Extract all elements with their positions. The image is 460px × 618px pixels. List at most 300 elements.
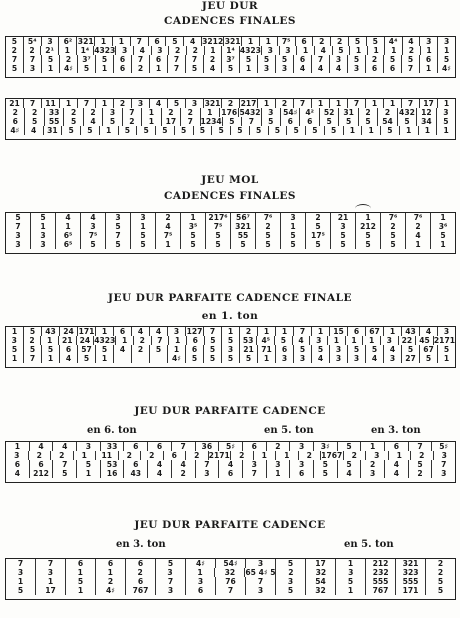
table-cell: 5 xyxy=(443,117,449,126)
table-row xyxy=(6,55,455,64)
table-cell: 3 xyxy=(420,37,438,46)
table-cell: 24 xyxy=(60,327,78,336)
table-cell: 1 xyxy=(116,336,134,345)
table-cell: 2 xyxy=(119,451,142,460)
table-row xyxy=(6,37,455,46)
table-row xyxy=(6,213,455,222)
table-cell: 7⁶ xyxy=(381,213,406,222)
table-cell: 67 xyxy=(420,345,438,354)
table-cell: 3 xyxy=(131,213,156,222)
table-cell xyxy=(150,354,168,363)
table-cell: 5 xyxy=(320,117,339,126)
table-cell: 55 xyxy=(45,117,64,126)
table-cell: 7 xyxy=(168,64,186,73)
table-cell: 4♯ xyxy=(60,64,78,73)
table-cell: 5 xyxy=(181,231,206,240)
table-row xyxy=(6,336,455,345)
table-cell: 3 xyxy=(77,442,101,451)
table-cell: 7 xyxy=(186,55,204,64)
table-cell: 5 xyxy=(333,46,351,55)
table-cell: 5 xyxy=(359,117,378,126)
table-cell: 7 xyxy=(312,55,330,64)
table-cell: 3 xyxy=(36,568,66,577)
table-cell: 3♯ xyxy=(314,442,338,451)
table-cell: 2 xyxy=(172,469,196,478)
table-cell: 3 xyxy=(6,231,31,240)
table-cell: 4 xyxy=(156,222,181,231)
table-cell: 3 xyxy=(243,460,267,469)
table-cell: 5 xyxy=(194,126,213,135)
table-cell: 3 xyxy=(81,222,106,231)
table-cell: 2 xyxy=(204,55,222,64)
table-cell: 1 xyxy=(201,108,220,117)
table-cell: 7 xyxy=(348,99,366,108)
table-cell: 21 xyxy=(240,345,258,354)
table-cell: 5 xyxy=(168,99,186,108)
table-cell: 432 xyxy=(398,108,417,117)
table-cell: 7 xyxy=(196,460,220,469)
table-cell: 1 xyxy=(260,37,278,46)
table-cell: 5 xyxy=(78,354,96,363)
table-cell: 3 xyxy=(116,46,134,55)
table-cell: 3 xyxy=(152,46,170,55)
table-cell: 5 xyxy=(131,231,156,240)
table-cell: 2 xyxy=(406,222,431,231)
table-cell: 1 xyxy=(156,240,181,249)
table-cell: 2 xyxy=(24,46,42,55)
table-cell: 2 xyxy=(29,451,52,460)
table-cell: 3 xyxy=(331,222,356,231)
table-cell: 6 xyxy=(124,442,148,451)
table-cell: 5 xyxy=(366,345,384,354)
table-cell: 7 xyxy=(294,99,312,108)
table-cell: 1 xyxy=(6,442,30,451)
table-cell: 3 xyxy=(31,231,56,240)
table-cell: 3 xyxy=(384,354,402,363)
table-cell: 1 xyxy=(336,559,366,568)
table-cell: 5 xyxy=(186,64,204,73)
table-cell: 2 xyxy=(60,55,78,64)
table-cell: 4 xyxy=(312,354,330,363)
table-cell: 3 xyxy=(330,55,348,64)
table-cell: 6 xyxy=(366,64,384,73)
table-cell: 321 xyxy=(396,559,426,568)
table-cell: 5 xyxy=(212,126,231,135)
table-cell: 2 xyxy=(240,327,258,336)
table-cell: 3 xyxy=(361,469,385,478)
table-cell: 32 xyxy=(215,568,245,577)
table-cell: 1 xyxy=(42,354,60,363)
table-cell: 1 xyxy=(66,568,96,577)
table-cell: 1 xyxy=(444,46,450,55)
table-cell: 5 xyxy=(381,231,406,240)
table-cell: 33 xyxy=(45,108,64,117)
table-cell: 34 xyxy=(417,117,436,126)
table-cell: 1 xyxy=(131,222,156,231)
table-cell: 3 xyxy=(267,460,291,469)
heading-parfaite-cadence: JEU DUR PARFAITE CADENCE xyxy=(134,405,326,417)
table-cell: 5 xyxy=(204,345,222,354)
table-cell: 7⁵ xyxy=(206,222,231,231)
table-cell: 7 xyxy=(24,55,42,64)
table-cell: 1 xyxy=(96,99,114,108)
table-cell: 4♯ xyxy=(96,586,126,595)
table-cell: 2 xyxy=(222,99,240,108)
table-cell: 1 xyxy=(421,46,439,55)
table-cell: 33 xyxy=(101,442,125,451)
table-cell: 4 xyxy=(406,231,431,240)
table-cell: 2 xyxy=(403,46,421,55)
table-cell: 7 xyxy=(172,442,196,451)
table-cell: 2 xyxy=(409,469,433,478)
table-cell: 5 xyxy=(222,336,240,345)
table-cell: 3 xyxy=(168,327,186,336)
table-cell: 2 xyxy=(378,108,397,117)
table-cell: 6 xyxy=(60,345,78,354)
table-cell: 1 xyxy=(42,64,60,73)
table-cell: 45 xyxy=(416,336,434,345)
table-cell: 5 xyxy=(384,55,402,64)
table-row xyxy=(6,577,455,586)
table-cell: 2 xyxy=(6,46,24,55)
table-cell: 4 xyxy=(338,469,362,478)
table-cell: 4 xyxy=(385,469,409,478)
table-row xyxy=(6,108,455,117)
table-cell: 3 xyxy=(222,345,240,354)
table-cell: 32 xyxy=(306,586,336,595)
table-cell: 767 xyxy=(126,586,156,595)
table-cell: 6⁵ xyxy=(56,240,81,249)
table-cell: 2 xyxy=(134,336,152,345)
table-1 xyxy=(5,36,456,78)
table-cell: 6 xyxy=(348,327,366,336)
table-cell: 2 xyxy=(267,442,291,451)
table-cell: 1 xyxy=(95,37,113,46)
table-cell: 15 xyxy=(330,327,348,336)
table-cell: 7 xyxy=(242,117,261,126)
table-cell: 2 xyxy=(306,213,331,222)
table-cell: 2 xyxy=(24,336,42,345)
table-cell: 54 xyxy=(306,577,336,586)
table-cell: 2¹ xyxy=(41,46,59,55)
table-cell: 1767 xyxy=(321,451,343,460)
heading-parfaite-cadence-2: JEU DUR PARFAITE CADENCE xyxy=(134,519,326,531)
table-cell: 3 xyxy=(132,99,150,108)
table-cell: 1 xyxy=(443,126,449,135)
table-cell: 5 xyxy=(106,240,131,249)
table-cell: 43 xyxy=(42,327,60,336)
table-row xyxy=(6,327,455,336)
table-cell: 3⁵ xyxy=(181,222,206,231)
table-cell: 36 xyxy=(196,442,220,451)
table-cell: 5 xyxy=(64,117,83,126)
table-cell: 4 xyxy=(150,327,168,336)
table-cell: 555 xyxy=(396,577,426,586)
table-2 xyxy=(5,98,456,140)
table-cell: 1 xyxy=(346,336,364,345)
table-cell: 5 xyxy=(205,336,223,345)
table-cell: 3 xyxy=(443,327,450,336)
table-cell: 2 xyxy=(359,108,378,117)
table-cell: 7 xyxy=(294,327,312,336)
table-cell: 3 xyxy=(443,108,449,117)
table-cell: 4 xyxy=(132,327,150,336)
table-cell: 2 xyxy=(84,108,103,117)
table-cell: 1 xyxy=(440,240,446,249)
table-cell: 6 xyxy=(96,559,126,568)
table-cell: 5 xyxy=(331,240,356,249)
table-cell: 4 xyxy=(384,345,402,354)
table-cell: 2 xyxy=(313,37,331,46)
table-cell: 7 xyxy=(132,55,150,64)
table-cell: 7 xyxy=(216,586,246,595)
table-cell: 212 xyxy=(356,222,381,231)
table-cell: 5 xyxy=(437,586,444,595)
table-cell: 5 xyxy=(6,37,24,46)
table-cell: 2 xyxy=(231,451,254,460)
table-cell: 2 xyxy=(96,577,126,586)
table-cell: 1 xyxy=(96,327,114,336)
table-cell: 53 xyxy=(240,336,258,345)
table-cell: 1 xyxy=(385,46,403,55)
table-cell: 212 xyxy=(366,559,396,568)
table-cell: 5 xyxy=(25,117,44,126)
table-cell: 5 xyxy=(137,126,156,135)
table-cell: 4 xyxy=(184,37,202,46)
table-cell: 1⁴ xyxy=(77,46,95,55)
table-cell: 7⁵ xyxy=(81,231,106,240)
table-cell: 1 xyxy=(443,354,450,363)
table-row xyxy=(6,460,455,469)
table-cell: 2171 xyxy=(208,451,230,460)
table-cell: 3 xyxy=(31,240,56,249)
table-cell: 3 xyxy=(246,559,276,568)
table-cell: 2 xyxy=(156,213,181,222)
table-cell: 1 xyxy=(150,64,168,73)
table-cell: 17 xyxy=(36,586,66,595)
table-cell: 4 xyxy=(315,46,333,55)
table-cell: 2 xyxy=(381,222,406,231)
table-cell: 5 xyxy=(6,345,24,354)
table-cell: 5 xyxy=(222,64,240,73)
table-cell: 5 xyxy=(78,64,96,73)
table-cell: 321 xyxy=(204,99,221,108)
table-cell: 5 xyxy=(81,126,100,135)
table-cell: 4 xyxy=(6,469,30,478)
table-cell: 7⁶ xyxy=(406,213,431,222)
table-cell: 1 xyxy=(56,222,81,231)
table-cell: 3 xyxy=(246,586,276,595)
table-cell: 5♯ xyxy=(439,442,449,451)
table-cell: 3 xyxy=(42,37,60,46)
table-cell: 6 xyxy=(384,64,402,73)
table-cell: 4² xyxy=(300,108,319,117)
table-cell: 5 xyxy=(250,126,269,135)
table-cell: 6 xyxy=(186,345,204,354)
table-cell: 1 xyxy=(406,240,431,249)
table-cell: 1 xyxy=(443,99,450,108)
table-cell: 7⁵ xyxy=(278,37,296,46)
table-cell: 3 xyxy=(276,354,294,363)
table-cell: 1 xyxy=(142,117,161,126)
tone-label-6: en 6. ton xyxy=(87,425,137,436)
table-cell: 1 xyxy=(344,126,363,135)
table-cell: 4 xyxy=(81,213,106,222)
table-cell: 1 xyxy=(205,46,223,55)
table-cell: 6 xyxy=(186,586,216,595)
table-cell: 5 xyxy=(6,586,36,595)
table-cell: 4323 xyxy=(94,336,116,345)
table-cell: 1 xyxy=(258,327,276,336)
table-cell: 1 xyxy=(240,64,258,73)
table-cell: 5 xyxy=(381,126,400,135)
table-cell: 2 xyxy=(437,559,444,568)
table-cell: 5 xyxy=(336,577,366,586)
table-cell: 6² xyxy=(59,37,77,46)
table-cell: 7 xyxy=(53,460,77,469)
table-cell: 5 xyxy=(276,55,294,64)
table-cell: 17 xyxy=(162,117,181,126)
table-cell: 1 xyxy=(419,126,438,135)
table-cell: 6 xyxy=(6,117,25,126)
table-cell: 1 xyxy=(113,37,131,46)
table-cell: 5 xyxy=(66,577,96,586)
table-cell: 5 xyxy=(348,55,366,64)
table-5 xyxy=(5,441,456,483)
table-cell: 3 xyxy=(262,46,280,55)
table-cell: 5 xyxy=(275,336,293,345)
table-cell: 7 xyxy=(156,577,186,586)
table-cell: 1 xyxy=(74,451,97,460)
table-cell: 4♯ xyxy=(442,64,451,73)
table-cell: 1 xyxy=(267,469,291,478)
table-cell: 5 xyxy=(231,126,250,135)
table-row xyxy=(6,117,455,126)
table-cell: 27 xyxy=(402,354,420,363)
table-cell: 2 xyxy=(344,451,367,460)
table-row xyxy=(6,64,455,73)
table-cell: 3⁷ xyxy=(78,55,96,64)
table-cell: 5 xyxy=(24,345,42,354)
table-cell: 2 xyxy=(411,451,434,460)
table-cell: 1 xyxy=(96,354,114,363)
table-cell: 3 xyxy=(276,64,294,73)
table-cell: 4⁴ xyxy=(385,37,403,46)
table-cell: 3 xyxy=(262,108,281,117)
table-cell: 1 xyxy=(368,46,386,55)
table-cell: 232 xyxy=(366,568,396,577)
heading-cadences-finales: CADENCES FINALES xyxy=(164,15,296,27)
table-cell: 4♯ xyxy=(186,559,216,568)
table-cell: 6 xyxy=(6,460,30,469)
table-4 xyxy=(5,326,456,368)
table-cell: 7 xyxy=(441,460,447,469)
table-cell: 3 xyxy=(441,469,447,478)
table-cell: 3 xyxy=(6,451,29,460)
table-cell: 5 xyxy=(281,231,306,240)
table-row xyxy=(6,126,455,135)
table-cell: 2 xyxy=(132,345,150,354)
table-cell: 5 xyxy=(356,231,381,240)
table-cell: 212 xyxy=(30,469,54,478)
table-cell: 3 xyxy=(330,354,348,363)
table-cell: 1 xyxy=(96,568,126,577)
table-cell: 6 xyxy=(114,55,132,64)
table-cell: 1 xyxy=(96,64,114,73)
table-cell: 3 xyxy=(443,37,450,46)
table-cell: 4 xyxy=(60,354,78,363)
table-cell: 1 xyxy=(254,451,277,460)
table-cell: 5 xyxy=(258,55,276,64)
table-cell: 4 xyxy=(172,460,196,469)
table-cell: 2 xyxy=(366,55,384,64)
table-cell: 321 xyxy=(77,37,94,46)
tone-label-5: en 5. ton xyxy=(264,425,314,436)
table-cell: 171 xyxy=(396,586,426,595)
table-cell: 2 xyxy=(299,451,322,460)
table-row xyxy=(6,231,455,240)
table-cell: 1 xyxy=(330,99,348,108)
heading-cadences-finales-mol: CADENCES FINALES xyxy=(164,190,296,202)
table-cell: 3 xyxy=(186,577,216,586)
table-cell: 1 xyxy=(350,46,368,55)
table-cell: 5 xyxy=(256,240,281,249)
table-cell: 5 xyxy=(348,345,366,354)
table-cell: 4 xyxy=(56,213,81,222)
table-cell: 7 xyxy=(6,222,31,231)
table-cell: 1 xyxy=(384,327,402,336)
table-cell: 5 xyxy=(256,231,281,240)
table-cell: 2 xyxy=(331,37,349,46)
table-cell: 53 xyxy=(101,460,125,469)
table-cell: 5 xyxy=(262,117,281,126)
tone-label-3: en 3. ton xyxy=(371,425,421,436)
table-cell: 4 xyxy=(403,37,421,46)
table-cell: 5 xyxy=(119,126,138,135)
table-cell: 3 xyxy=(258,64,276,73)
table-cell: 5 xyxy=(443,55,450,64)
table-cell: 3 xyxy=(348,354,366,363)
table-cell: 6 xyxy=(290,469,314,478)
table-cell: 1 xyxy=(297,46,315,55)
table-cell: 1 xyxy=(258,99,276,108)
table-row xyxy=(6,99,455,108)
table-cell: 5 xyxy=(206,240,231,249)
table-cell: 54♯ xyxy=(281,108,300,117)
table-cell: 5 xyxy=(281,240,306,249)
table-cell: 6 xyxy=(420,55,438,64)
table-cell: 3 xyxy=(366,451,389,460)
table-cell: 43 xyxy=(124,469,148,478)
table-cell: 3 xyxy=(290,460,314,469)
table-cell: 65 4♯ 5 xyxy=(245,568,276,577)
table-cell: 4 xyxy=(134,46,152,55)
table-cell: 3 xyxy=(106,213,131,222)
table-cell: 171 xyxy=(78,327,95,336)
table-cell: 4 xyxy=(330,64,348,73)
table-cell: 12 xyxy=(417,108,436,117)
table-row xyxy=(6,46,455,55)
table-cell: 3 xyxy=(310,336,328,345)
table-cell: 5 xyxy=(6,64,24,73)
table-cell: 6 xyxy=(164,451,187,460)
table-cell: 4♯ xyxy=(168,354,186,363)
table-cell: 5♯ xyxy=(219,442,243,451)
table-cell: 1234 xyxy=(200,117,222,126)
table-cell: 5 xyxy=(106,222,131,231)
table-cell: 2 xyxy=(276,99,294,108)
table-cell: 5 xyxy=(81,240,106,249)
